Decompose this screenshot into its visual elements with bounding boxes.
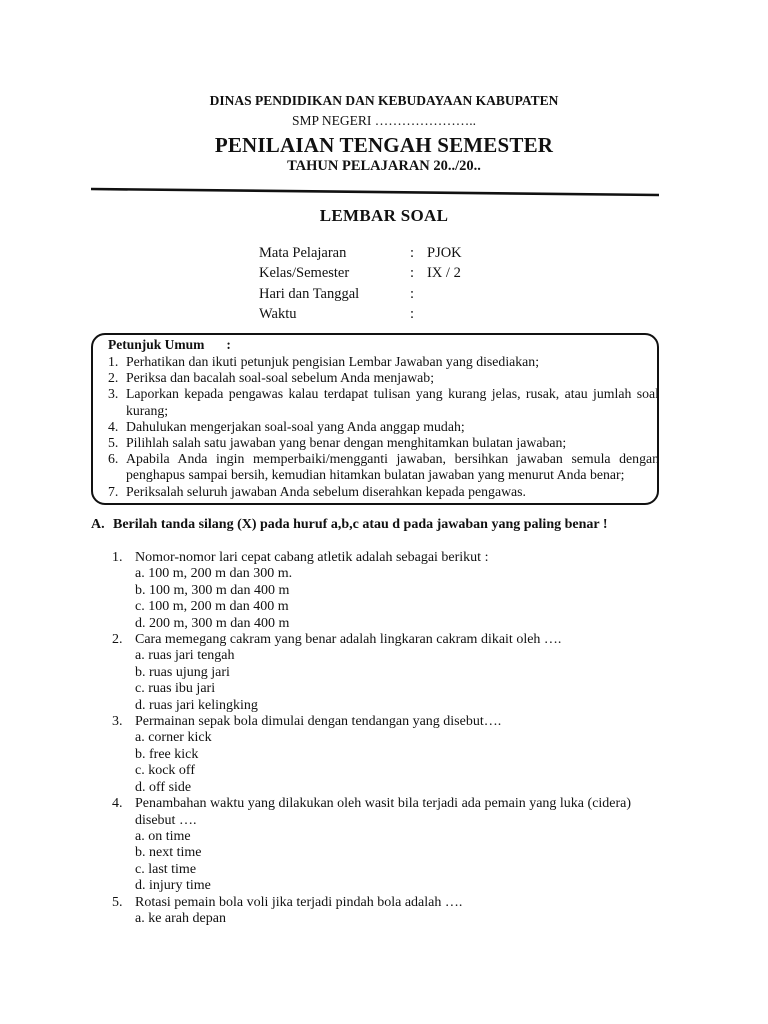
- instruction-text: Laporkan kepada pengawas kalau terdapat tulisan yang kurang jelas, rusak, atau jumlah soal kurang;: [126, 386, 659, 418]
- question-text: Permainan sepak bola dimulai dengan tendangan yang disebut….: [135, 714, 502, 730]
- section-instruction: Berilah tanda silang (X) pada huruf a,b,c atau d pada jawaban yang paling benar !: [113, 517, 608, 532]
- answer-option[interactable]: b. 100 m, 300 m dan 400 m: [135, 582, 290, 598]
- instruction-number: 4.: [108, 418, 119, 434]
- instruction-number: 1.: [108, 354, 119, 369]
- question-item: [112, 632, 672, 714]
- info-table: [259, 243, 462, 324]
- answer-option[interactable]: b. free kick: [135, 746, 199, 762]
- answer-option[interactable]: a. 100 m, 200 m dan 300 m.: [135, 566, 293, 582]
- instruction-item: [108, 370, 659, 386]
- answer-option[interactable]: a. corner kick: [135, 730, 212, 746]
- answer-option[interactable]: b. next time: [135, 845, 202, 861]
- answer-option[interactable]: b. ruas ujung jari: [135, 664, 230, 680]
- instruction-number: 6.: [108, 451, 119, 467]
- instructions-title-text: Petunjuk Umum: [108, 337, 205, 352]
- sheet-title: LEMBAR SOAL: [319, 206, 449, 225]
- question-body: [135, 895, 672, 928]
- instructions-list: [108, 354, 659, 500]
- question-number: 3.: [112, 714, 123, 730]
- section-heading: [91, 517, 608, 533]
- info-colon: :: [410, 245, 415, 261]
- instruction-number: 5.: [108, 435, 119, 451]
- instruction-item: [108, 451, 659, 483]
- instruction-text: Pilihlah salah satu jawaban yang benar dengan menghitamkan bulatan jawaban;: [126, 435, 567, 451]
- answer-option[interactable]: d. ruas jari kelingking: [135, 697, 258, 713]
- answer-option[interactable]: c. last time: [135, 861, 197, 877]
- question-body: [135, 714, 672, 796]
- instruction-number: 2.: [108, 370, 119, 386]
- info-row-time: [259, 304, 462, 324]
- question-text: Penambahan waktu yang dilakukan oleh wasit bila terjadi ada pemain yang luka (cidera) disebut ….: [135, 796, 632, 828]
- instruction-item: [108, 484, 659, 500]
- answer-option[interactable]: c. 100 m, 200 m dan 400 m: [135, 599, 289, 615]
- question-number: 2.: [112, 632, 123, 648]
- instruction-number: 7.: [108, 483, 119, 499]
- info-label: Waktu: [259, 305, 297, 322]
- question-text: Cara memegang cakram yang benar adalah lingkaran cakram dikait oleh ….: [135, 632, 562, 648]
- info-value: IX / 2: [427, 265, 461, 282]
- question-item: [112, 550, 672, 632]
- instruction-text: Apabila Anda ingin memperbaiki/mengganti jawaban, bersihkan jawaban semula dengan penghapus sampai bersih, kemudian hitamkan bulatan jawaban yang menurut Anda benar;: [126, 451, 659, 483]
- instructions-title-colon: :: [226, 337, 231, 352]
- info-colon: :: [410, 305, 415, 322]
- question-item: [112, 714, 672, 796]
- answer-option[interactable]: a. on time: [135, 828, 191, 844]
- info-label: Hari dan Tanggal: [259, 285, 360, 302]
- instruction-item: [108, 354, 659, 370]
- answer-option[interactable]: a. ruas jari tengah: [135, 648, 235, 664]
- question-body: [135, 550, 672, 632]
- question-item: [112, 895, 672, 928]
- question-item: [112, 796, 672, 894]
- answer-option[interactable]: c. kock off: [135, 763, 195, 779]
- info-colon: :: [410, 285, 415, 302]
- header-school: SMP NEGERI …………………..: [291, 113, 476, 128]
- answer-option[interactable]: d. off side: [135, 779, 192, 795]
- instruction-text: Perhatikan dan ikuti petunjuk pengisian Lembar Jawaban yang disediakan;: [126, 354, 540, 369]
- info-row-class: [259, 263, 462, 283]
- question-body: [135, 632, 672, 714]
- page-title: PENILAIAN TENGAH SEMESTER: [214, 133, 554, 157]
- info-row-date: [259, 284, 462, 304]
- question-body: [135, 796, 672, 894]
- question-text: Rotasi pemain bola voli jika terjadi pindah bola adalah ….: [135, 894, 463, 910]
- info-row-subject: [259, 243, 462, 263]
- answer-option[interactable]: d. injury time: [135, 878, 211, 894]
- header-agency: DINAS PENDIDIKAN DAN KEBUDAYAAN KABUPATEN: [209, 93, 559, 108]
- answer-option[interactable]: d. 200 m, 300 m dan 400 m: [135, 615, 290, 631]
- question-number: 1.: [112, 550, 123, 565]
- info-colon: :: [410, 265, 415, 282]
- question-list: [112, 550, 672, 927]
- instructions-title: [108, 337, 231, 353]
- question-text: Nomor-nomor lari cepat cabang atletik adalah sebagai berikut :: [135, 550, 489, 565]
- question-number: 4.: [112, 796, 123, 812]
- section-letter: A.: [91, 517, 105, 532]
- info-label: Mata Pelajaran: [259, 245, 347, 261]
- instruction-item: [108, 386, 659, 418]
- instruction-text: Periksa dan bacalah soal-soal sebelum Anda menjawab;: [126, 370, 435, 386]
- answer-option[interactable]: a. ke arah depan: [135, 910, 226, 926]
- header-year: TAHUN PELAJARAN 20../20..: [287, 158, 481, 174]
- instruction-item: [108, 435, 659, 451]
- question-number: 5.: [112, 894, 123, 910]
- instruction-text: Dahulukan mengerjakan soal-soal yang Anda anggap mudah;: [126, 418, 465, 434]
- instruction-item: [108, 419, 659, 435]
- instruction-text: Periksalah seluruh jawaban Anda sebelum diserahkan kepada pengawas.: [126, 483, 526, 499]
- instruction-number: 3.: [108, 386, 119, 402]
- info-value: PJOK: [427, 245, 462, 261]
- answer-option[interactable]: c. ruas ibu jari: [135, 681, 216, 697]
- info-label: Kelas/Semester: [259, 265, 350, 282]
